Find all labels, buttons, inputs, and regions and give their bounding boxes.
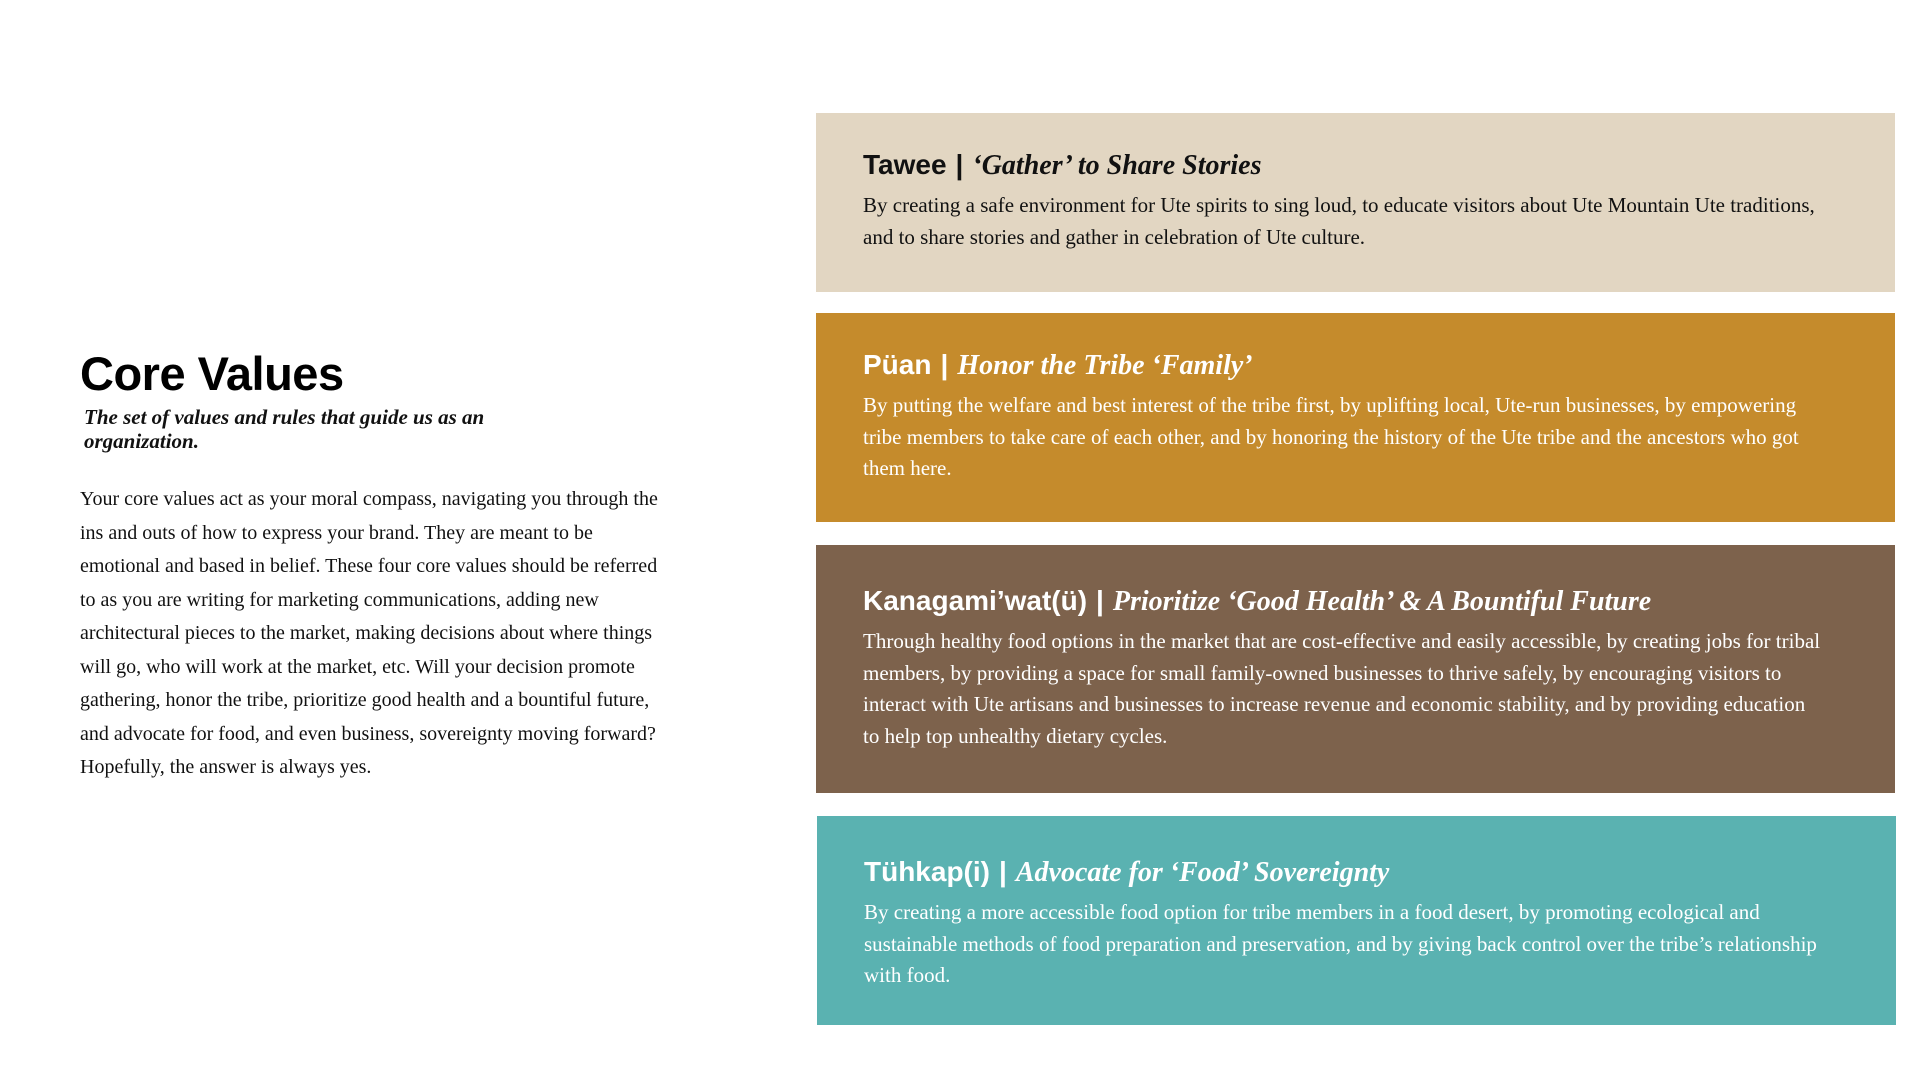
value-tagline: ‘Gather’ to Share Stories — [972, 150, 1262, 181]
intro-section — [80, 347, 670, 785]
value-card-tawee — [816, 113, 1895, 292]
value-name: Tawee — [863, 149, 947, 180]
value-name: Tühkap(i) — [864, 856, 990, 887]
value-heading — [863, 351, 1825, 380]
page-title: Core Values — [80, 347, 344, 400]
value-separator: | — [940, 349, 949, 380]
intro-paragraph: Your core values act as your moral compass, navigating you through the ins and outs of how to express your brand. They are meant to be emotional and based in belief. These four core values should be referred to as you are writing for marketing communications, adding new architectural pieces to the market, making decisions about where things will go, who will work at the market, etc. Will your decision promote gathering, honor the tribe, prioritize good health and a bountiful future, and advocate for food, and even business, sovereignty moving forward? Hopefully, the answer is always yes. — [80, 488, 658, 778]
value-heading — [864, 858, 1826, 887]
value-description: By creating a safe environment for Ute spirits to sing loud, to educate visitors about Ute Mountain Ute traditions, and to share stories and gather in celebration of Ute culture. — [863, 193, 1815, 249]
value-heading — [863, 587, 1825, 616]
value-card-kanagamiwatu — [816, 545, 1895, 793]
value-name: Püan — [863, 349, 932, 380]
value-tagline: Prioritize ‘Good Health’ & A Bountiful Future — [1112, 586, 1652, 617]
value-name: Kanagami’wat(ü) — [863, 585, 1088, 616]
value-description: Through healthy food options in the market that are cost-effective and easily accessible, by creating jobs for tribal members, by providing a space for small family-owned businesses to thrive safely, by encouraging visitors to interact with Ute artisans and businesses to increase revenue and economic stability, and by providing education to help top unhealthy dietary cycles. — [863, 629, 1821, 748]
value-heading — [863, 151, 1825, 180]
page-subtitle: The set of values and rules that guide us as an organization. — [84, 405, 485, 453]
value-separator: | — [1096, 585, 1104, 616]
value-card-puan — [816, 313, 1895, 522]
value-tagline: Honor the Tribe ‘Family’ — [957, 350, 1253, 381]
value-tagline: Advocate for ‘Food’ Sovereignty — [1015, 857, 1390, 888]
value-card-tuhkapi — [817, 816, 1896, 1025]
value-separator: | — [955, 149, 964, 180]
value-separator: | — [999, 856, 1007, 887]
value-description: By putting the welfare and best interest of the tribe first, by uplifting local, Ute-run businesses, by empowering tribe members to take care of each other, and by honoring the history of the Ute tribe and the ancestors who got them here. — [863, 393, 1799, 480]
value-description: By creating a more accessible food option for tribe members in a food desert, by promoting ecological and sustainable methods of food preparation and preservation, and by giving back control over the tribe’s relationship with food. — [864, 900, 1817, 987]
